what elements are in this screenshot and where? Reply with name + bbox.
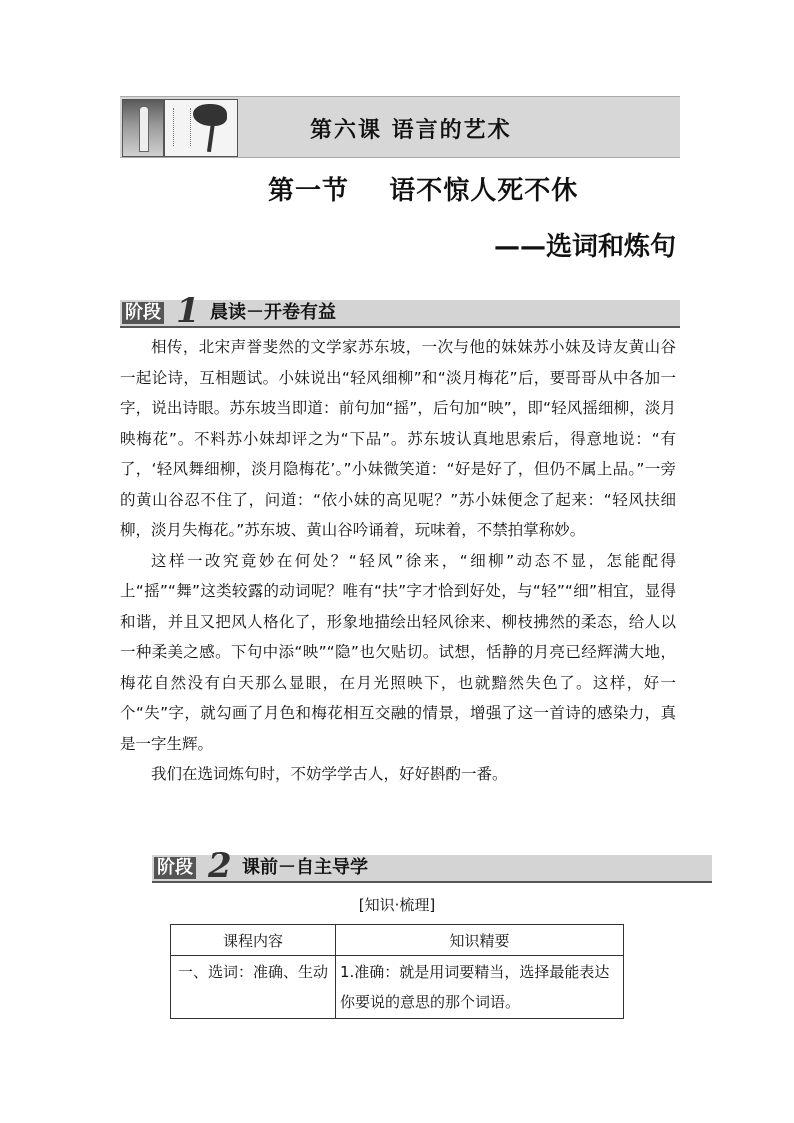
rocket-icon [139,106,149,152]
stage1-header [120,291,680,331]
paragraph: 相传，北宋声誉斐然的文学家苏东坡，一次与他的妹妹苏小妹及诗友黄山谷一起论诗，互相题试。小妹说出“轻风细柳”和“淡月梅花”后，要哥哥从中各加一字，说出诗眼。苏东坡当即道：前句加“摇”，后句加“映”，即“轻风摇细柳，淡月映梅花”。不料苏小妹却评之为“下品”。苏东坡认真地思索后，得意地说：“有了，‘轻风舞细柳，淡月隐梅花’。”小妹微笑道：“好是好了，但仍不属上品。”一旁的黄山谷忍不住了，问道：“依小妹的高见呢？”苏小妹便念了起来：“轻风扶细柳，淡月失梅花。”苏东坡、黄山谷吟诵着，玩味着，不禁拍掌称妙。 [120,338,676,539]
calligraphy-decoration [173,108,191,146]
column-header: 知识精要 [336,925,624,956]
table-cell: 1.准确：就是用词要精当，选择最能表达你要说的意思的那个词语。 [336,956,624,1019]
stage2-header [152,846,712,886]
section-subtitle: ——选词和炼句 [493,232,676,262]
table-header-row [171,925,624,956]
column-header: 课程内容 [171,925,336,956]
rocket-photo [122,99,164,157]
stage-label: 阶段 [154,857,196,879]
paragraph: 我们在选词炼句时，不妨学学古人，好好斟酌一番。 [151,765,508,783]
lesson-title: 第六课 语言的艺术 [310,117,512,143]
stage-number: 1 [176,291,200,331]
table-cell: 一、选词：准确、生动 [171,956,336,1019]
ink-painting-photo [164,99,238,157]
table-row [171,956,624,1019]
reading-passage [120,332,676,790]
stage-number: 2 [208,846,232,886]
tree-trunk [207,122,215,152]
stage-label: 阶段 [122,302,164,324]
lesson-banner [120,96,680,158]
stage-title: 课前－自主导学 [242,857,368,878]
paragraph: 这样一改究竟妙在何处？“轻风”徐来，“细柳”动态不显，怎能配得上“摇”“舞”这类较露的动词呢？唯有“扶”字才恰到好处，与“轻”“细”相宜，显得和谐，并且又把风人格化了，形象地描绘出轻风徐来、柳枝拂然的柔态，给人以一种柔美之感。下句中添“映”“隐”也欠贴切。试想，恬静的月亮已经辉满大地，梅花自然没有白天那么显眼，在月光照映下，也就黯然失色了。这样，好一个“失”字，就勾画了月色和梅花相互交融的情景，增强了这一首诗的感染力，真是一字生辉。 [120,551,676,753]
knowledge-heading: [知识·梳理] [358,896,436,914]
knowledge-table [170,924,624,1019]
section-title: 第一节 语不惊人死不休 [268,176,579,206]
stage-title: 晨读－开卷有益 [210,302,336,323]
